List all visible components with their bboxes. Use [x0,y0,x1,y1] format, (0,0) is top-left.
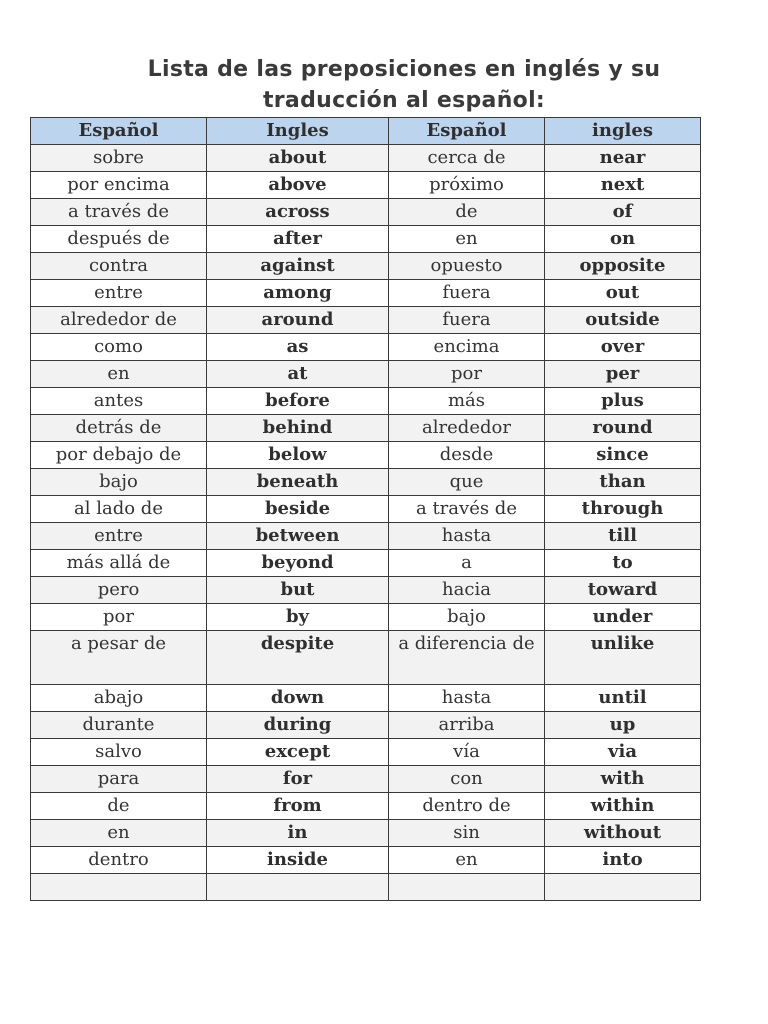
english-cell: since [545,442,701,469]
spanish-cell: para [31,766,207,793]
english-cell: under [545,604,701,631]
spanish-cell: de [31,793,207,820]
title-line-2: traducción al español: [262,88,546,113]
spanish-cell: alrededor de [31,307,207,334]
spanish-cell: a [389,550,545,577]
english-cell: over [545,334,701,361]
table-row [31,172,701,199]
english-cell: via [545,739,701,766]
english-cell: till [545,523,701,550]
spanish-cell: durante [31,712,207,739]
table-row [31,361,701,388]
spanish-cell: bajo [31,469,207,496]
english-cell: at [207,361,389,388]
spanish-cell: vía [389,739,545,766]
spanish-cell: entre [31,523,207,550]
english-cell: near [545,145,701,172]
spanish-cell: al lado de [31,496,207,523]
english-cell: as [207,334,389,361]
english-cell: beside [207,496,389,523]
spanish-cell: salvo [31,739,207,766]
spanish-cell: a través de [31,199,207,226]
english-cell: out [545,280,701,307]
english-cell: after [207,226,389,253]
spanish-cell: sin [389,820,545,847]
english-cell: to [545,550,701,577]
spanish-cell: en [31,820,207,847]
english-cell: beneath [207,469,389,496]
table-row [31,280,701,307]
english-cell: across [207,199,389,226]
spanish-cell [389,874,545,901]
spanish-cell: en [389,847,545,874]
table-row [31,415,701,442]
spanish-cell: a diferencia de [389,631,545,685]
spanish-cell: dentro de [389,793,545,820]
spanish-cell: más [389,388,545,415]
spanish-cell: próximo [389,172,545,199]
english-cell: between [207,523,389,550]
english-cell: for [207,766,389,793]
title-line-1: Lista de las preposiciones en inglés y su [147,57,661,82]
english-cell: before [207,388,389,415]
table-row [31,793,701,820]
header-ingles-1: Ingles [207,118,389,145]
english-cell: below [207,442,389,469]
table-header-row [31,118,701,145]
table-row [31,388,701,415]
english-cell: of [545,199,701,226]
table-row [31,739,701,766]
spanish-cell: pero [31,577,207,604]
table-row [31,820,701,847]
english-cell: among [207,280,389,307]
spanish-cell: hasta [389,685,545,712]
english-cell: inside [207,847,389,874]
spanish-cell: a través de [389,496,545,523]
spanish-cell: en [31,361,207,388]
english-cell: beyond [207,550,389,577]
table-row [31,712,701,739]
spanish-cell: fuera [389,280,545,307]
english-cell: than [545,469,701,496]
header-espanol-2: Español [389,118,545,145]
spanish-cell: hasta [389,523,545,550]
english-cell: against [207,253,389,280]
spanish-cell: dentro [31,847,207,874]
table-row [31,145,701,172]
english-cell: about [207,145,389,172]
table-row [31,604,701,631]
spanish-cell: a pesar de [31,631,207,685]
spanish-cell: cerca de [389,145,545,172]
english-cell: within [545,793,701,820]
english-cell: on [545,226,701,253]
table-row [31,442,701,469]
table-row [31,199,701,226]
table-row [31,766,701,793]
english-cell: until [545,685,701,712]
table-row [31,874,701,901]
spanish-cell: encima [389,334,545,361]
english-cell [207,874,389,901]
header-ingles-2: ingles [545,118,701,145]
spanish-cell: alrededor [389,415,545,442]
header-espanol-1: Español [31,118,207,145]
english-cell: plus [545,388,701,415]
english-cell: from [207,793,389,820]
spanish-cell: detrás de [31,415,207,442]
english-cell: during [207,712,389,739]
table-row [31,469,701,496]
spanish-cell: antes [31,388,207,415]
spanish-cell: más allá de [31,550,207,577]
english-cell: toward [545,577,701,604]
table-row [31,523,701,550]
spanish-cell: bajo [389,604,545,631]
english-cell: but [207,577,389,604]
spanish-cell: que [389,469,545,496]
english-cell: outside [545,307,701,334]
spanish-cell: en [389,226,545,253]
english-cell: except [207,739,389,766]
english-cell: through [545,496,701,523]
spanish-cell: por debajo de [31,442,207,469]
english-cell: despite [207,631,389,685]
table-row [31,334,701,361]
english-cell: opposite [545,253,701,280]
spanish-cell: desde [389,442,545,469]
spanish-cell: como [31,334,207,361]
table-row [31,496,701,523]
english-cell: by [207,604,389,631]
english-cell: up [545,712,701,739]
spanish-cell: opuesto [389,253,545,280]
spanish-cell: fuera [389,307,545,334]
english-cell [545,874,701,901]
spanish-cell: de [389,199,545,226]
english-cell: behind [207,415,389,442]
spanish-cell [31,874,207,901]
prepositions-table [30,117,701,901]
table-row [31,253,701,280]
document-title [30,54,768,116]
spanish-cell: por [389,361,545,388]
english-cell: into [545,847,701,874]
english-cell: with [545,766,701,793]
english-cell: around [207,307,389,334]
spanish-cell: después de [31,226,207,253]
table-row [31,307,701,334]
table-row [31,577,701,604]
table-row [31,550,701,577]
spanish-cell: por [31,604,207,631]
spanish-cell: arriba [389,712,545,739]
spanish-cell: con [389,766,545,793]
spanish-cell: hacia [389,577,545,604]
spanish-cell: sobre [31,145,207,172]
spanish-cell: por encima [31,172,207,199]
english-cell: next [545,172,701,199]
table-row [31,631,701,685]
english-cell: per [545,361,701,388]
english-cell: unlike [545,631,701,685]
english-cell: round [545,415,701,442]
table-body [31,145,701,901]
table-row [31,685,701,712]
english-cell: in [207,820,389,847]
spanish-cell: contra [31,253,207,280]
spanish-cell: entre [31,280,207,307]
english-cell: above [207,172,389,199]
spanish-cell: abajo [31,685,207,712]
table-row [31,847,701,874]
english-cell: without [545,820,701,847]
table-row [31,226,701,253]
english-cell: down [207,685,389,712]
